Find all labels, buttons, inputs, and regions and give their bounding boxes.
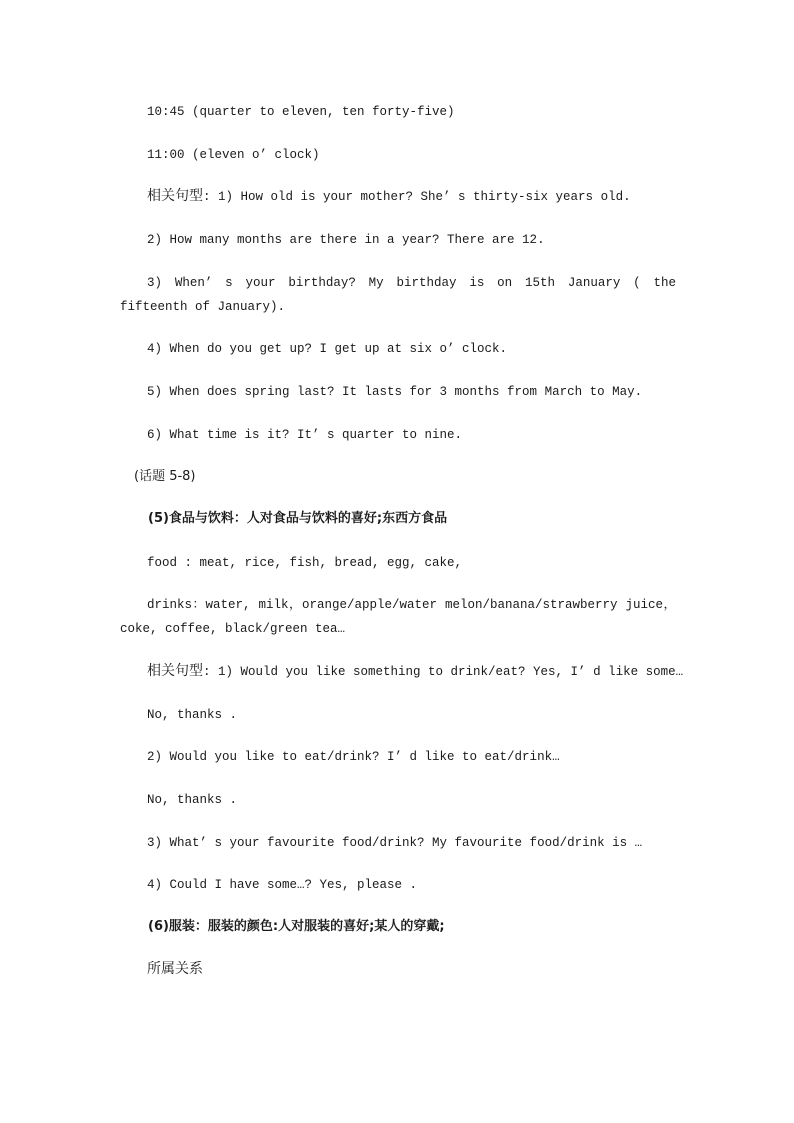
time-1100-line: 11:00 (eleven o’ clock) — [147, 148, 320, 162]
patterns-line-b1-no: No, thanks . — [147, 708, 238, 722]
food-list-line: food : meat, rice, fish, bread, egg, cake, — [147, 556, 463, 570]
relation-line: 所属关系 — [147, 961, 203, 977]
patterns-line-a2: 2) How many months are there in a year? There are 12. — [147, 233, 545, 247]
section-heading-clothing: (6)服装：服装的颜色:人对服装的喜好;某人的穿戴; — [148, 919, 445, 934]
patterns-line-a5: 5) When does spring last? It lasts for 3 months from March to May. — [147, 385, 643, 399]
patterns-line-b2: 2) Would you like to eat/drink? I’ d like to eat/drink… — [147, 750, 560, 764]
patterns-line-a4: 4) When do you get up? I get up at six o’ clock. — [147, 342, 508, 356]
patterns-line-a3: 3) When’ s your birthday? My birthday is on 15th January ( the fifteenth of January). — [120, 276, 676, 314]
patterns-text: : 1) Would you like something to drink/eat? Yes, I’ d like some… — [203, 665, 684, 679]
patterns-line-a1 — [147, 188, 631, 205]
patterns-label: 相关句型 — [147, 663, 203, 679]
patterns-line-b1 — [147, 663, 683, 680]
patterns-line-b4: 4) Could I have some…? Yes, please . — [147, 878, 418, 892]
patterns-text: : 1) How old is your mother? She’ s thirty-six years old. — [203, 190, 631, 204]
topic-range-label: (话题 5-8) — [134, 469, 196, 484]
patterns-label: 相关句型 — [147, 188, 203, 204]
patterns-line-b3: 3) What’ s your favourite food/drink? My favourite food/drink is … — [147, 836, 643, 850]
patterns-line-a6: 6) What time is it? It’ s quarter to nine. — [147, 428, 463, 442]
section-heading-food: (5)食品与饮料：人对食品与饮料的喜好;东西方食品 — [148, 511, 448, 526]
drinks-list-line: drinks：water, milk，orange/apple/water melon/banana/strawberry juice，coke, coffee, black/green tea… — [120, 598, 676, 636]
time-1045-line: 10:45 (quarter to eleven, ten forty-five) — [147, 105, 455, 119]
patterns-line-b2-no: No, thanks . — [147, 793, 238, 807]
